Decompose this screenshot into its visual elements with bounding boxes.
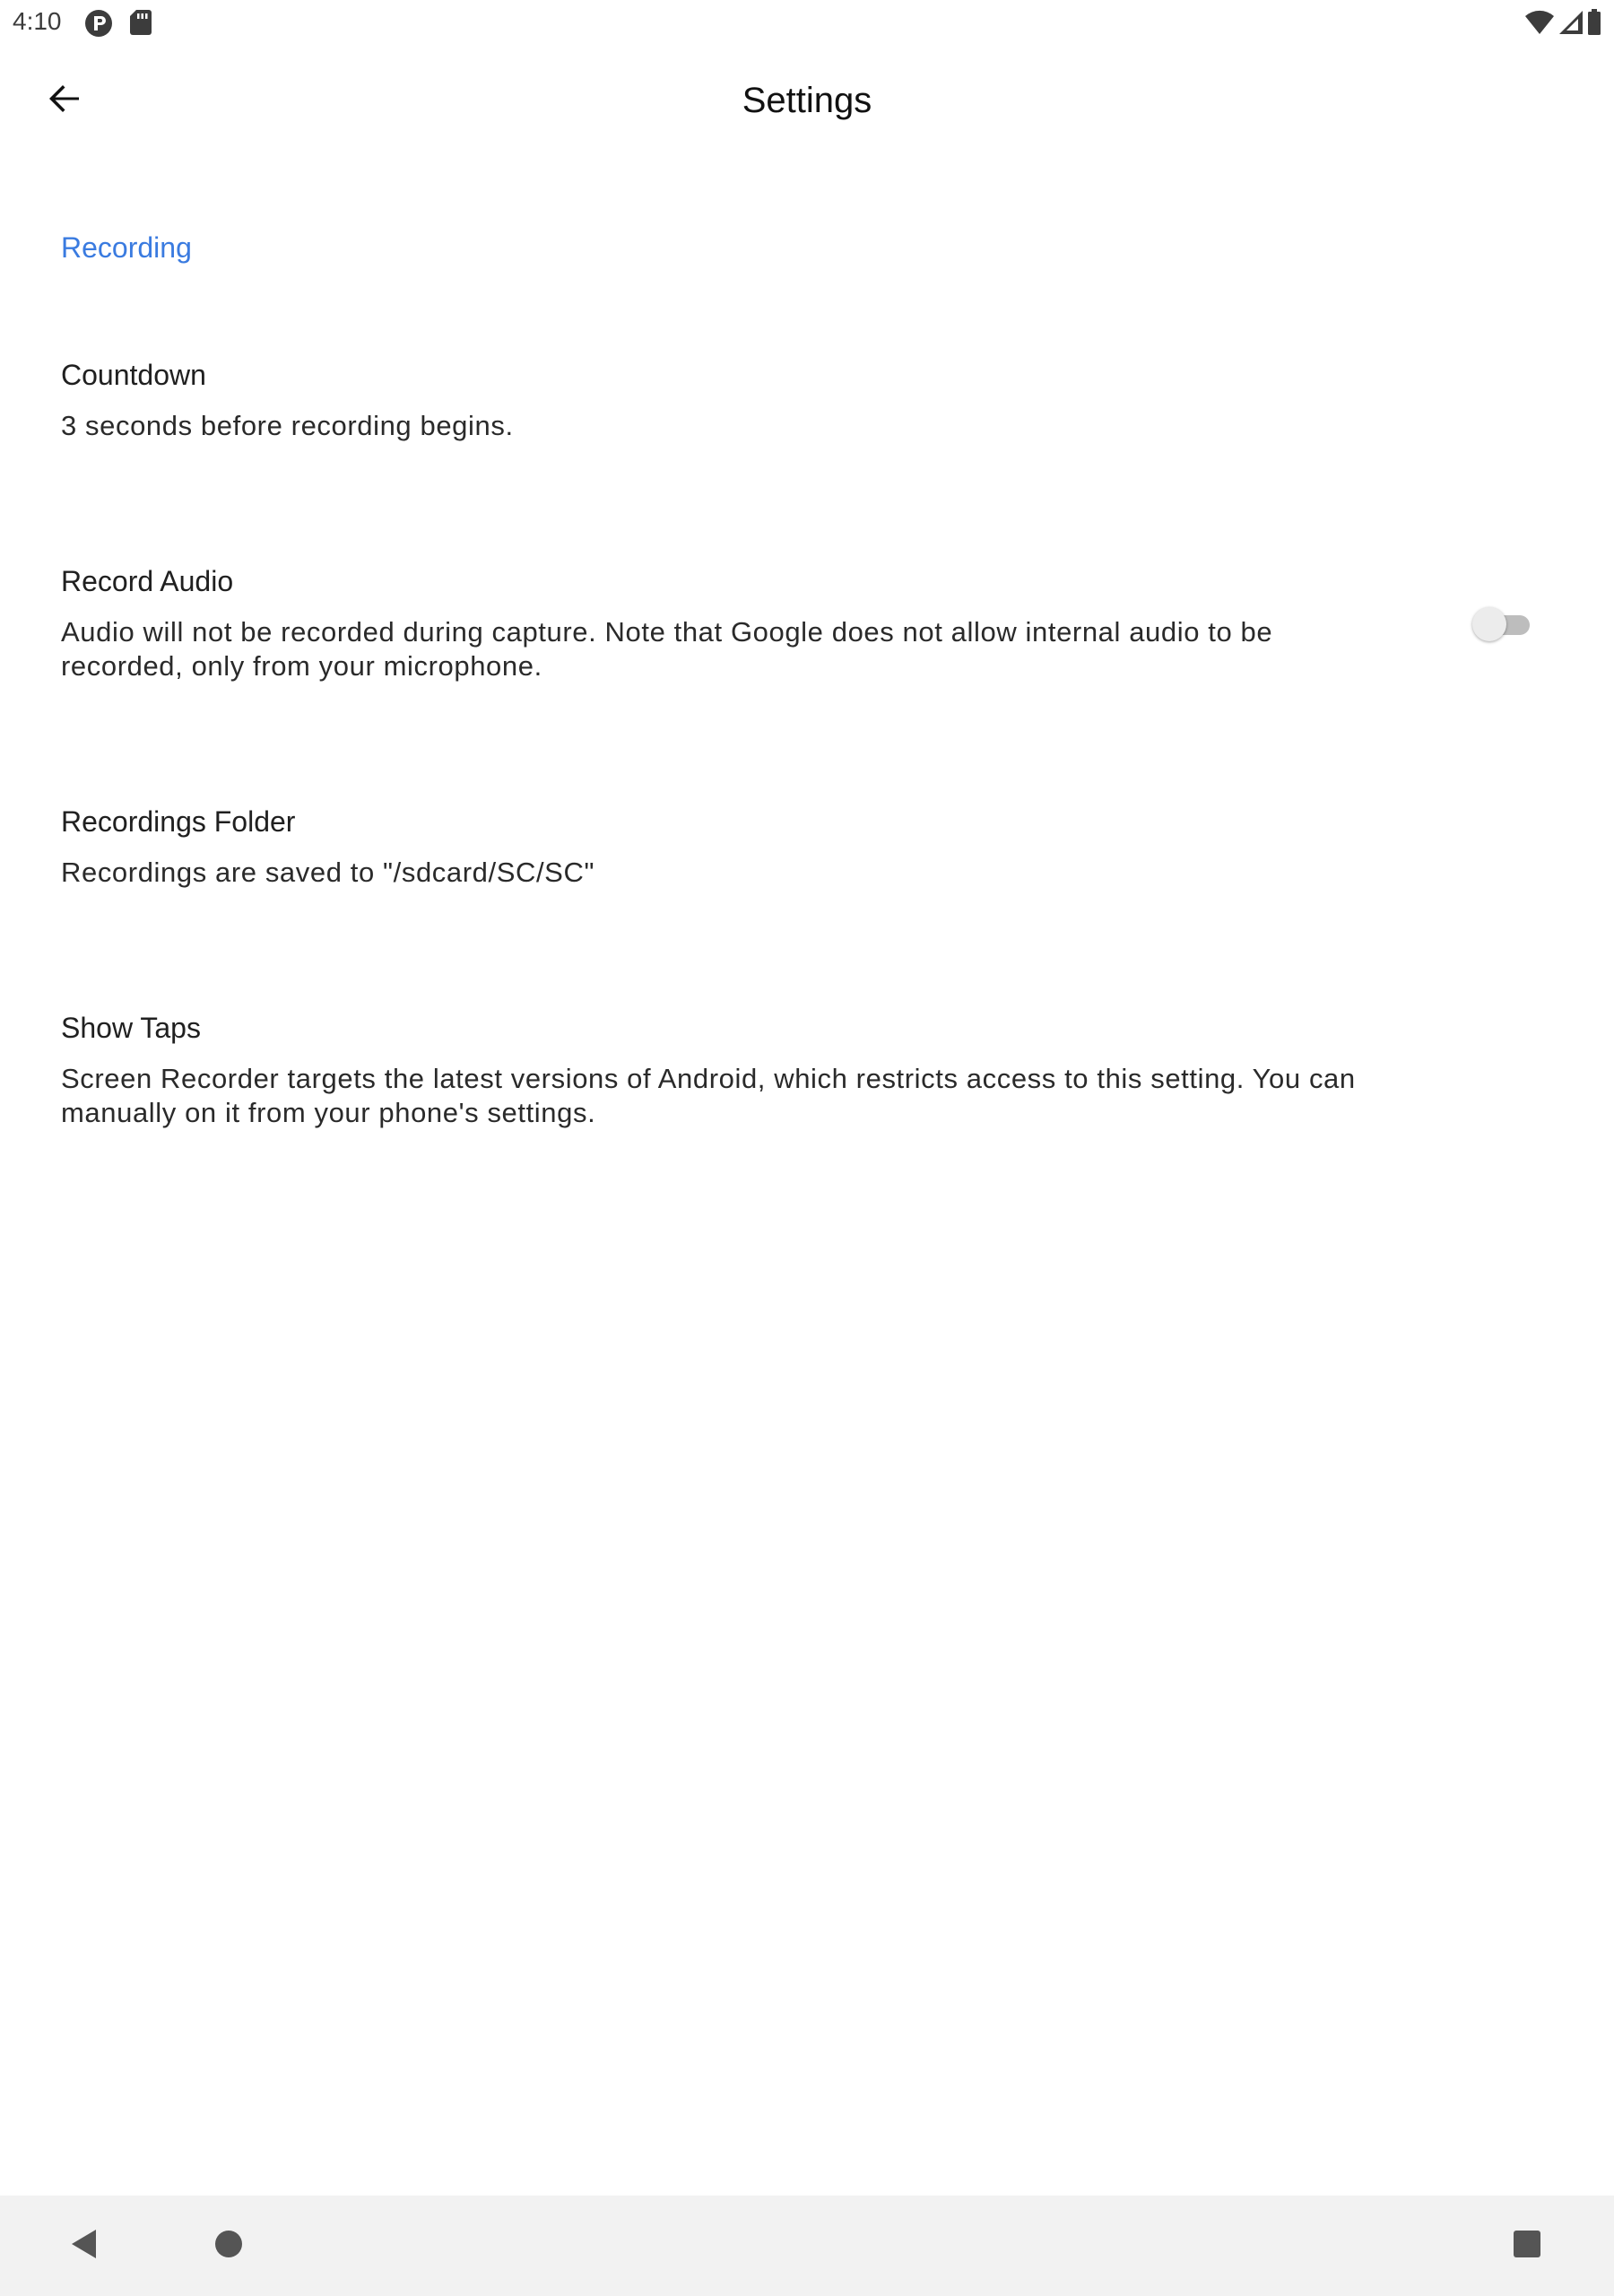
- section-header-recording: Recording: [61, 231, 192, 264]
- pref-record-audio[interactable]: [61, 563, 1478, 683]
- pref-title: Show Taps: [61, 1012, 201, 1044]
- pref-recordings-folder[interactable]: [61, 804, 1478, 890]
- pref-countdown[interactable]: [61, 357, 1478, 443]
- pref-title: Countdown: [61, 359, 206, 391]
- status-right-icons: [1524, 9, 1601, 40]
- pref-summary: Audio will not be recorded during capture. Note that Google does not allow internal audio to be recorded, only from your microphone.: [61, 616, 1273, 682]
- home-circle-icon: [214, 2230, 243, 2263]
- sd-card-icon: [129, 9, 152, 40]
- status-bar: [0, 0, 1614, 45]
- app-bar: [0, 45, 1614, 161]
- p-badge-icon: [84, 9, 113, 42]
- pref-show-taps[interactable]: [61, 1010, 1478, 1130]
- recents-square-icon: [1513, 2230, 1541, 2263]
- page-title: Settings: [742, 81, 872, 120]
- pref-title: Record Audio: [61, 565, 234, 597]
- pref-summary: Screen Recorder targets the latest versions of Android, which restricts access to this setting. You can manually on it from your phone's settings.: [61, 1063, 1356, 1128]
- back-triangle-icon: [71, 2229, 98, 2264]
- pref-title: Recordings Folder: [61, 805, 296, 838]
- battery-icon: [1587, 9, 1601, 40]
- toggle-thumb: [1472, 607, 1506, 641]
- system-nav-bar: [0, 2196, 1614, 2296]
- wifi-icon: [1524, 10, 1555, 39]
- pref-summary: 3 seconds before recording begins.: [61, 410, 514, 441]
- cell-signal-icon: [1558, 10, 1584, 39]
- status-time: 4:10: [13, 7, 62, 35]
- record-audio-toggle[interactable]: [1472, 606, 1533, 642]
- pref-summary: Recordings are saved to "/sdcard/SC/SC": [61, 857, 595, 888]
- nav-back-button[interactable]: [57, 2219, 111, 2273]
- nav-home-button[interactable]: [202, 2219, 256, 2273]
- nav-recents-button[interactable]: [1500, 2219, 1554, 2273]
